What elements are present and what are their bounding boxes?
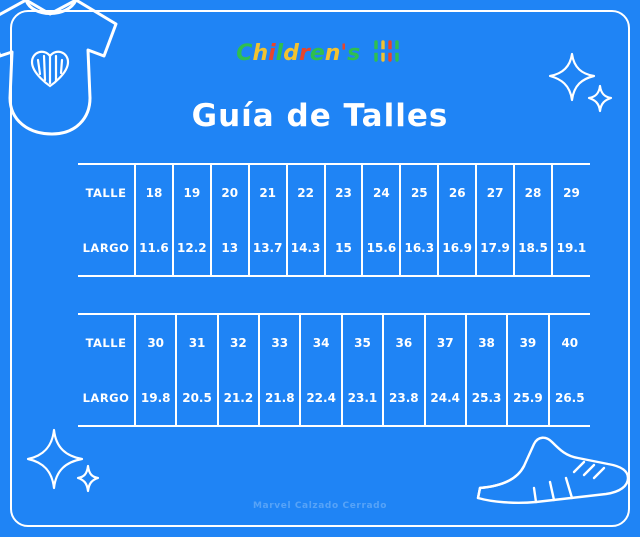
table-cell: 34	[300, 314, 341, 370]
table-cell: 21	[249, 164, 287, 220]
table-cell: 16.3	[400, 220, 438, 276]
table-cell: 19.8	[135, 370, 176, 426]
table-cell: 32	[218, 314, 259, 370]
table-row	[78, 220, 590, 276]
table-cell: 36	[383, 314, 424, 370]
brand-mark-icon	[370, 38, 404, 69]
table-cell: 31	[176, 314, 217, 370]
table-cell: 15	[325, 220, 363, 276]
table-cell: 16.9	[438, 220, 476, 276]
shoe-icon	[474, 432, 634, 527]
row-label: LARGO	[78, 370, 135, 426]
table-cell: 30	[135, 314, 176, 370]
table-cell: 25.3	[466, 370, 507, 426]
table-cell: 29	[552, 164, 590, 220]
size-table-2	[78, 313, 590, 427]
table-cell: 40	[549, 314, 590, 370]
table-cell: 20	[211, 164, 249, 220]
table-cell: 11.6	[135, 220, 173, 276]
footer-caption: Marvel Calzado Cerrado	[253, 501, 387, 511]
table-cell: 22	[287, 164, 325, 220]
table-cell: 21.8	[259, 370, 300, 426]
size-table-1	[78, 163, 590, 277]
onesie-icon	[0, 0, 152, 169]
table-cell: 13.7	[249, 220, 287, 276]
table-cell: 28	[514, 164, 552, 220]
table-cell: 39	[507, 314, 548, 370]
table-row	[78, 314, 590, 370]
table-row	[78, 370, 590, 426]
row-label: LARGO	[78, 220, 135, 276]
table-cell: 24.4	[425, 370, 466, 426]
sparkle-icon	[26, 422, 106, 507]
table-cell: 12.2	[173, 220, 211, 276]
table-cell: 15.6	[362, 220, 400, 276]
table-cell: 18.5	[514, 220, 552, 276]
table-cell: 38	[466, 314, 507, 370]
table-cell: 22.4	[300, 370, 341, 426]
table-cell: 20.5	[176, 370, 217, 426]
table-cell: 19.1	[552, 220, 590, 276]
table-cell: 24	[362, 164, 400, 220]
table-cell: 23	[325, 164, 363, 220]
table-cell: 17.9	[476, 220, 514, 276]
table-cell: 26.5	[549, 370, 590, 426]
table-cell: 18	[135, 164, 173, 220]
row-label: TALLE	[78, 164, 135, 220]
brand-logo	[0, 38, 640, 68]
table-cell: 14.3	[287, 220, 325, 276]
table-cell: 37	[425, 314, 466, 370]
row-label: TALLE	[78, 314, 135, 370]
brand-name: Children's	[236, 41, 361, 66]
table-cell: 27	[476, 164, 514, 220]
page-title: Guía de Talles	[191, 98, 449, 134]
table-cell: 21.2	[218, 370, 259, 426]
table-cell: 13	[211, 220, 249, 276]
table-cell: 23.8	[383, 370, 424, 426]
table-cell: 25	[400, 164, 438, 220]
table-row	[78, 164, 590, 220]
table-cell: 26	[438, 164, 476, 220]
table-cell: 35	[342, 314, 383, 370]
table-cell: 25.9	[507, 370, 548, 426]
table-cell: 33	[259, 314, 300, 370]
table-cell: 23.1	[342, 370, 383, 426]
table-cell: 19	[173, 164, 211, 220]
